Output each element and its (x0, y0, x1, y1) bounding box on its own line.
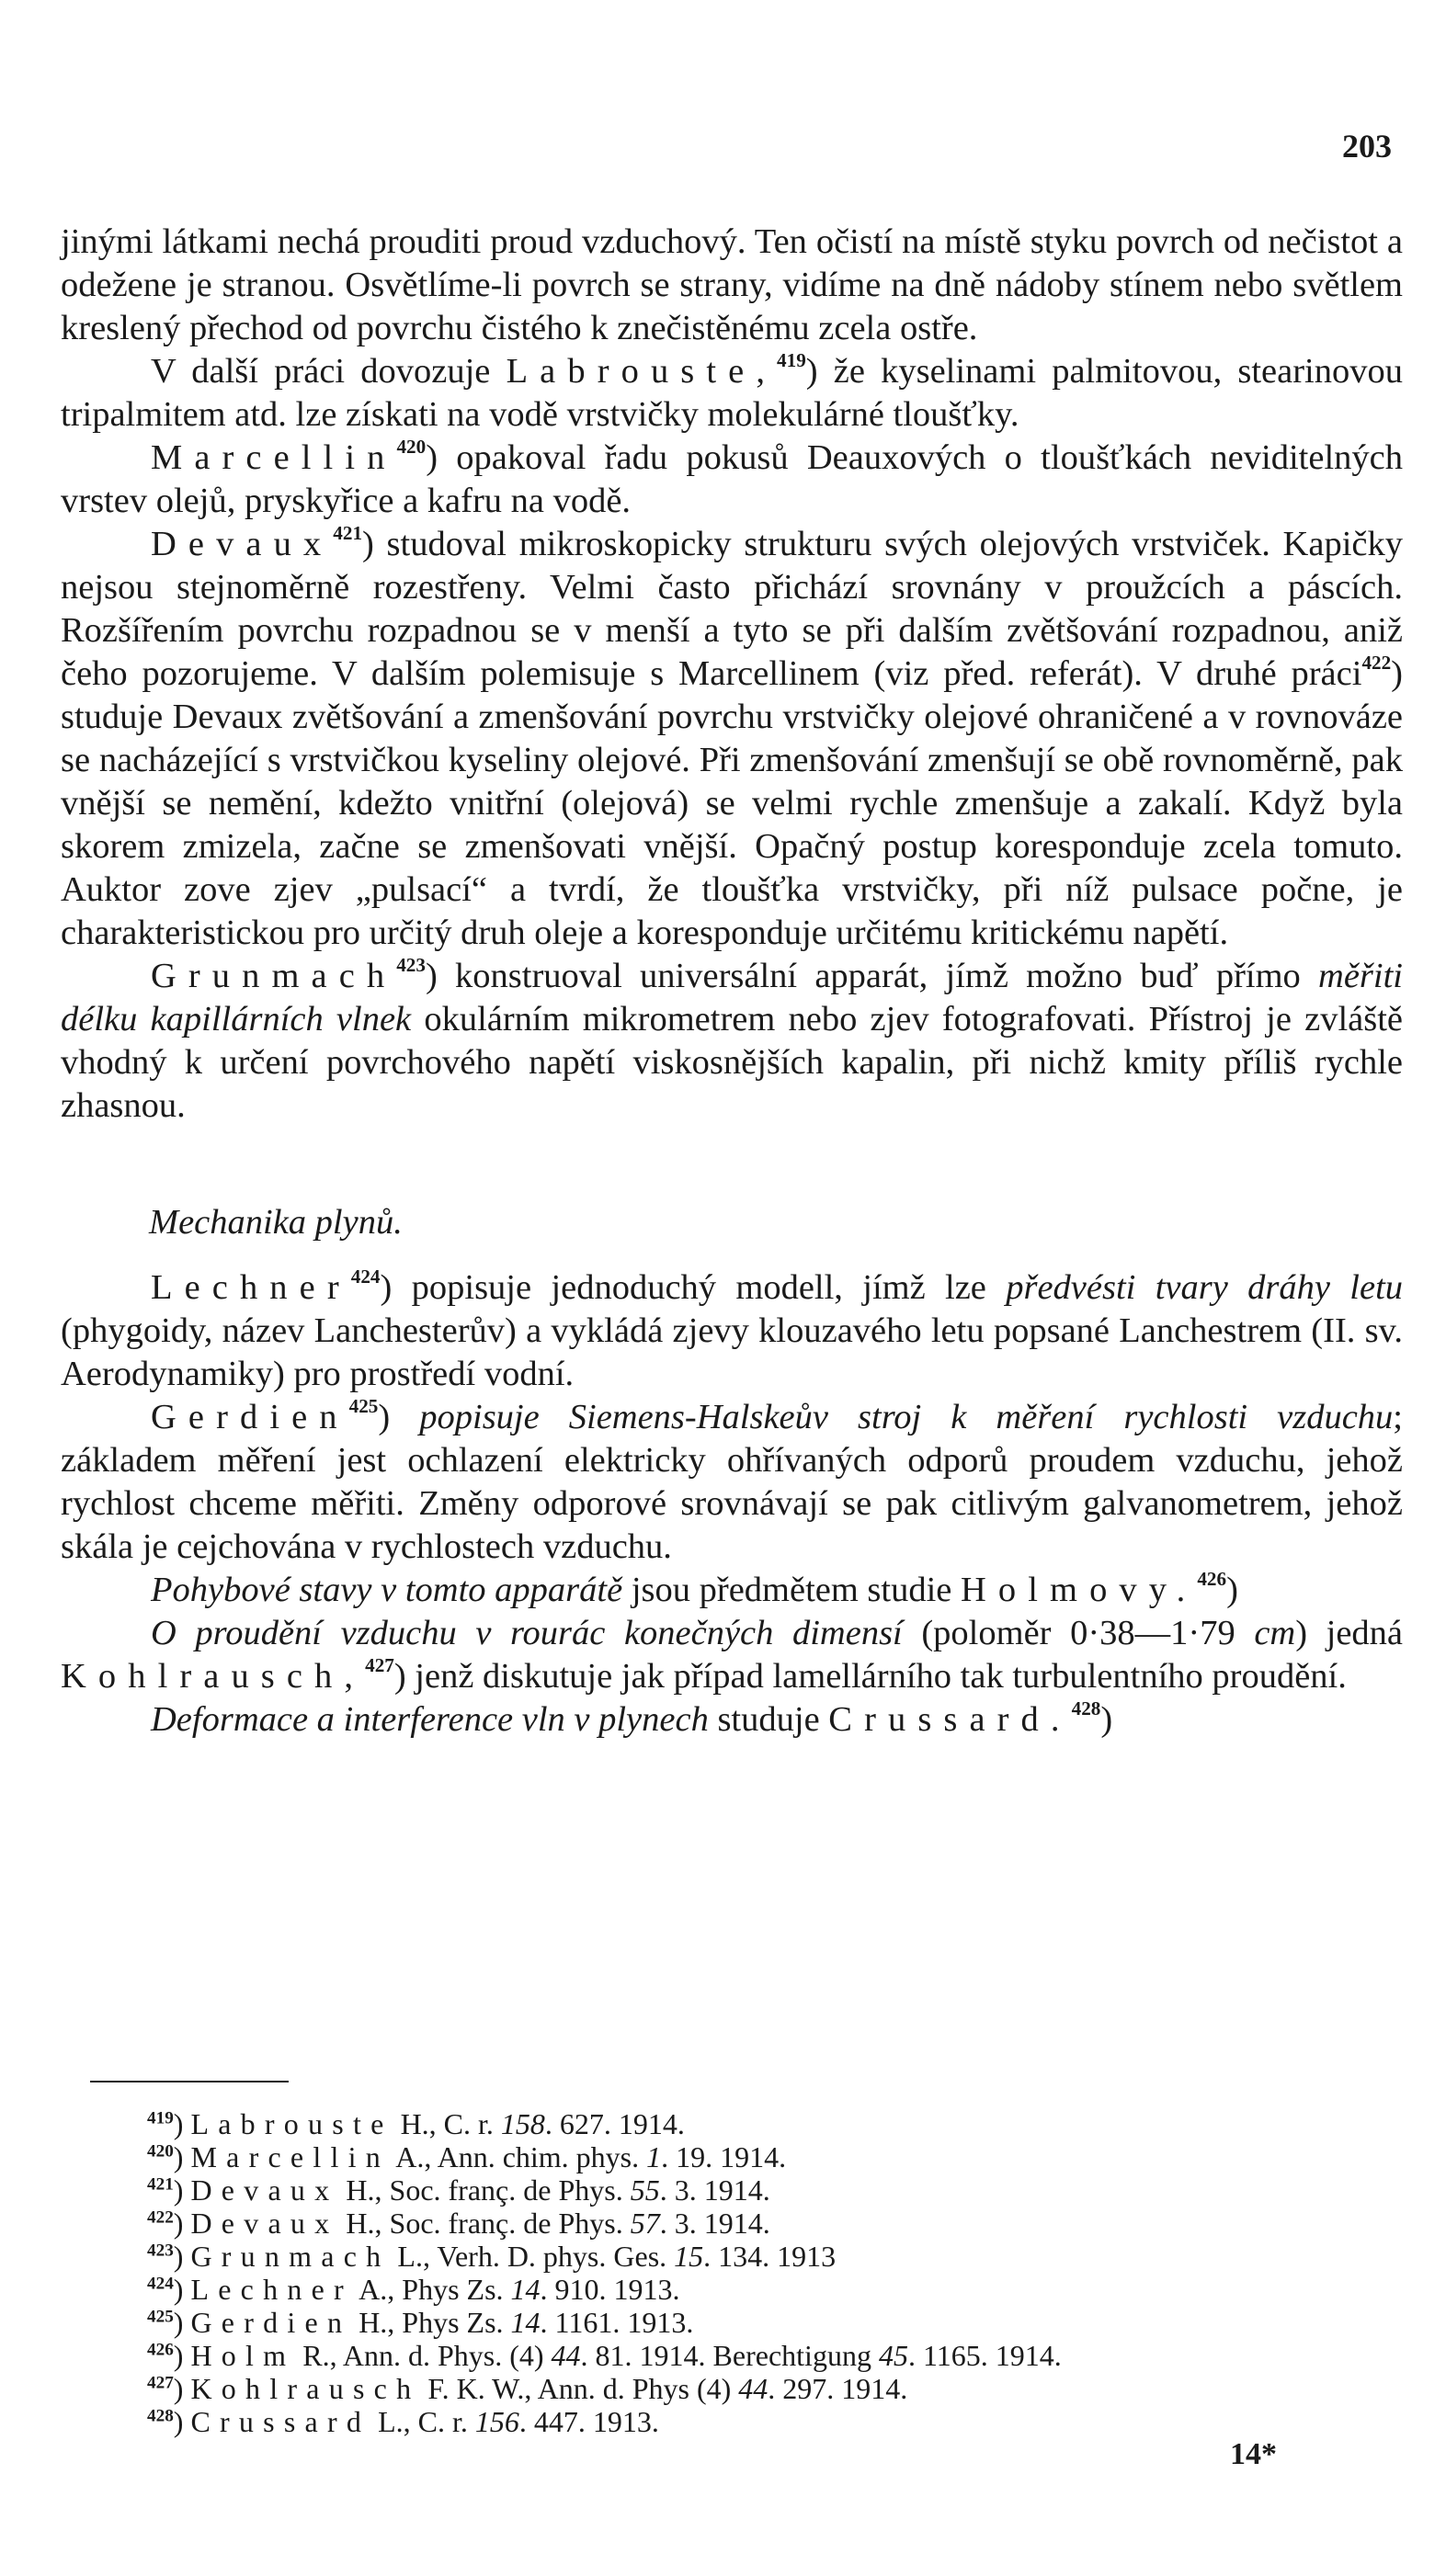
author-name: Crussard. (828, 1700, 1072, 1739)
footnote: $^{419}$) Labrouste H., C. r. 158. 627. 1914. (147, 2107, 685, 2140)
author-name: Holmovy. (961, 1571, 1198, 1609)
footnotes (147, 2107, 1397, 2438)
page-number: 203 (1342, 128, 1392, 165)
footnote-number: 427 (147, 2373, 174, 2393)
footnote-author: Devaux (190, 2173, 339, 2207)
paragraph-2 (61, 350, 1403, 437)
author-name: Grunmach (151, 957, 397, 995)
text-span: V další práci dovozuje (151, 352, 507, 391)
footnote-text: H., C. r. (393, 2107, 501, 2140)
paragraph-1: jinými látkami nechá prouditi proud vzduchový. Ten očistí na místě styku povrch od nečistot a odežene je stranou. Osvětlíme-li povrch se strany, vidíme na dně nádoby stínem nebo světlem kreslený přechod od povrchu čistého k znečistěnému zcela ostře. (61, 222, 1403, 347)
footnote-text: . 19. 1914. (661, 2140, 787, 2173)
footnote-text: H., Phys Zs. (351, 2306, 511, 2339)
footnote-text: . 3. 1914. (659, 2207, 770, 2240)
text-span: ) studuje Devaux zvětšování a zmenšování povrchu vrstvičky olejové ohraničené a v rovnováze se nacházející s vrstvičkou kyseliny olejové. Při zmenšování zmenšují se obě rovnoměrně, pak vnější se nemění, kdežto vnitřní (olejová) se velmi rychle zmenšuje a zakalí. Když byla skorem zmizela, začne se zmenšovati vnější. Opačný postup koresponduje zcela tomuto. Auktor zove zjev „pulsací“ a tvrdí, že tloušťka vrstvičky, při níž pulsace počne, je charakteristickou pro určitý druh oleje a koresponduje určitému kritickému napětí. (61, 654, 1403, 952)
text-span: ) (1100, 1700, 1113, 1739)
footnote-ref: 426 (1197, 1568, 1227, 1591)
body-text (61, 221, 1403, 1742)
footnote-volume: 44 (551, 2339, 581, 2372)
footnote-ref: 422 (1361, 652, 1392, 675)
text-span: okulárním mikrometrem nebo zjev fotografovati. Přístroj je zvláště vhodný k určení povrchového napětí viskosnějších kapalin, při nichž kmity příliš rychle zhasnou. (61, 1000, 1403, 1125)
footnote-number: 421 (147, 2174, 174, 2195)
footnote-text: A., Ann. chim. phys. (390, 2140, 647, 2173)
footnote-ref: 427 (365, 1654, 394, 1677)
paragraph-4 (61, 523, 1403, 955)
footnote-text: H., Soc. franç. de Phys. (338, 2173, 631, 2207)
footnote: $^{425}$) Gerdien H., Phys Zs. 14. 1161. 1913. (147, 2306, 694, 2339)
footnote-author: Kohlrausch (190, 2372, 421, 2405)
footnote-author: Labrouste (190, 2107, 393, 2140)
footnote-number: 428 (147, 2406, 174, 2426)
footnote: $^{428}$) Crussard L., C. r. 156. 447. 1913. (147, 2405, 659, 2438)
text-span: ) (378, 1398, 420, 1436)
footnote-text: . 134. 1913 (703, 2240, 837, 2273)
footnote-number: 422 (147, 2207, 174, 2228)
paragraph-7 (61, 1396, 1403, 1569)
footnote-ref: 425 (348, 1395, 379, 1418)
footnote-number: 425 (147, 2307, 174, 2327)
footnote-text: . 627. 1914. (544, 2107, 685, 2140)
footnote-text: . 81. 1914. Berechtigung (580, 2339, 879, 2372)
italic-phrase: předvésti tvary dráhy letu (1006, 1268, 1404, 1307)
italic-phrase: Deformace a interference vln v plynech (151, 1700, 709, 1739)
footnote: $^{424}$) Lechner A., Phys Zs. 14. 910. 1913. (147, 2273, 680, 2306)
author-name: Marcellin (151, 438, 397, 477)
author-name: Gerdien (151, 1398, 349, 1436)
footnote-text: . 447. 1913. (518, 2405, 659, 2438)
footnote-volume: 44 (738, 2372, 769, 2405)
paragraph-8 (61, 1569, 1403, 1612)
footnote: $^{427}$) Kohlrausch F. K. W., Ann. d. Phys (4) 44. 297. 1914. (147, 2372, 908, 2405)
footnote-volume: 57 (630, 2207, 660, 2240)
footnote-author: Grunmach (190, 2240, 391, 2273)
footnote-number: 424 (147, 2274, 174, 2294)
italic-phrase: měřiti délku kapillárních vlnek (61, 957, 1403, 1038)
footnote-ref: 420 (396, 436, 427, 459)
footnote: $^{426}$) Holm R., Ann. d. Phys. (4) 44. 81. 1914. Berechtigung 45. 1165. 1914. (147, 2339, 1062, 2372)
footnote-text: A., Phys Zs. (352, 2273, 511, 2306)
footnote-text: H., Soc. franç. de Phys. (338, 2207, 631, 2240)
footnote-text: . 1161. 1913. (540, 2306, 694, 2339)
footnote-text: F. K. W., Ann. d. Phys (4) (420, 2372, 739, 2405)
footnote-text: . 297. 1914. (768, 2372, 908, 2405)
footnote-text: . 1165. 1914. (907, 2339, 1062, 2372)
section-heading: Mechanika plynů. (149, 1203, 403, 1242)
unit: cm (1254, 1614, 1296, 1652)
footnote-ref: 421 (333, 522, 363, 545)
footnote-volume: 14 (510, 2273, 541, 2306)
paragraph-9 (61, 1612, 1403, 1698)
italic-phrase: Pohybové stavy v tomto apparátě (151, 1571, 623, 1609)
paragraph-5 (61, 955, 1403, 1128)
footnote-volume: 14 (510, 2306, 541, 2339)
footnote: $^{423}$) Grunmach L., Verh. D. phys. Ges. 15. 134. 1913 (147, 2240, 837, 2273)
footnote-number: 420 (147, 2141, 174, 2162)
text-span: ) popisuje jednoduchý modell, jímž lze (380, 1268, 1007, 1307)
footnote-text: R., Ann. d. Phys. (4) (295, 2339, 552, 2372)
footnote: $^{421}$) Devaux H., Soc. franç. de Phys. 55. 3. 1914. (147, 2173, 770, 2207)
footnote-volume: 156 (474, 2405, 519, 2438)
footnote-number: 426 (147, 2340, 174, 2360)
paragraph-10 (61, 1698, 1403, 1742)
text-span: ) jedná (1295, 1614, 1404, 1652)
footnote-author: Lechner (190, 2273, 353, 2306)
author-name: Labrouste, (506, 352, 778, 391)
footnote: $^{422}$) Devaux H., Soc. franç. de Phys. 57. 3. 1914. (147, 2207, 770, 2240)
footnote-text: L., Verh. D. phys. Ges. (390, 2240, 675, 2273)
text-span: ) studoval mikroskopicky strukturu svých olejových vrstviček. Kapičky nejsou stejnoměrně rozestřeny. Velmi často přichází srovnány v proužcích a páscích. Rozšířením povrchu rozpadnou se v menší a tyto se při dalším zvětšování rozpadnou, aniž čeho pozorujeme. V dalším polemisuje s Marcellinem (viz před. referát). V druhé práci (61, 525, 1403, 693)
text-span: ) že kyselinami palmitovou, stearinovou tripalmitem atd. lze získati na vodě vrstvičky molekulárné tloušťky. (61, 352, 1403, 434)
author-name: Kohlrausch, (61, 1657, 366, 1696)
footnote-ref: 424 (350, 1265, 381, 1288)
footnote-volume: 1 (646, 2140, 662, 2173)
footnote-text: L., C. r. (370, 2405, 475, 2438)
text-span: jsou předmětem studie (622, 1571, 962, 1609)
italic-phrase: O proudění vzduchu v rourác konečných dimensí (151, 1614, 903, 1652)
italic-phrase: popisuje Siemens-Halskeův stroj k měření rychlosti vzduchu (419, 1398, 1394, 1436)
footnote-text: . 3. 1914. (659, 2173, 770, 2207)
footnote-ref: 423 (396, 954, 426, 977)
text-span: (phygoidy, název Lanchesterův) a vykládá zjevy klouzavého letu popsané Lanchestrem (II. sv. Aerodynamiky) pro prostředí vodní. (61, 1311, 1403, 1393)
footnote-author: Gerdien (190, 2306, 352, 2339)
footnote-volume: 55 (630, 2173, 660, 2207)
footnote-author: Devaux (190, 2207, 339, 2240)
footnote-volume: 45 (878, 2339, 908, 2372)
text-span: ) opakoval řadu pokusů Deauxových o tloušťkách neviditelných vrstev olejů, pryskyřice a kafru na vodě. (61, 438, 1403, 520)
text-span: studuje (708, 1700, 829, 1739)
footnote-author: Crussard (190, 2405, 371, 2438)
footnote-volume: 15 (674, 2240, 704, 2273)
footnote-author: Marcellin (190, 2140, 390, 2173)
footnote-divider (90, 2081, 289, 2082)
footnote-author: Holm (190, 2339, 296, 2372)
author-name: Devaux (151, 525, 334, 563)
footnote-volume: 158 (500, 2107, 545, 2140)
footnote-text: . 910. 1913. (540, 2273, 680, 2306)
text-span: ) (1226, 1571, 1238, 1609)
text-span: ) konstruoval universální apparát, jímž možno buď přímo (425, 957, 1319, 995)
author-name: Lechner (151, 1268, 351, 1307)
text-span: (poloměr 0·38—1·79 (902, 1614, 1255, 1652)
footnote-ref: 419 (777, 349, 806, 372)
paragraph-6 (61, 1266, 1403, 1396)
signature-mark: 14* (1230, 2437, 1277, 2471)
footnote-number: 419 (147, 2108, 174, 2128)
paragraph-3 (61, 437, 1403, 523)
footnote-ref: 428 (1071, 1697, 1101, 1720)
text-span: ) jenž diskutuje jak případ lamellárního tak turbulentního proudění. (393, 1657, 1347, 1696)
footnote-number: 423 (147, 2241, 174, 2261)
footnote: $^{420}$) Marcellin A., Ann. chim. phys. 1. 19. 1914. (147, 2140, 787, 2173)
text-span: ; základem měření jest ochlazení elektricky ohřívaných odporů proudem vzduchu, jehož rychlost chceme měřiti. Změny odporové srovnávají se pak citlivým galvanometrem, jehož skála je cejchována v rychlostech vzduchu. (61, 1398, 1403, 1566)
